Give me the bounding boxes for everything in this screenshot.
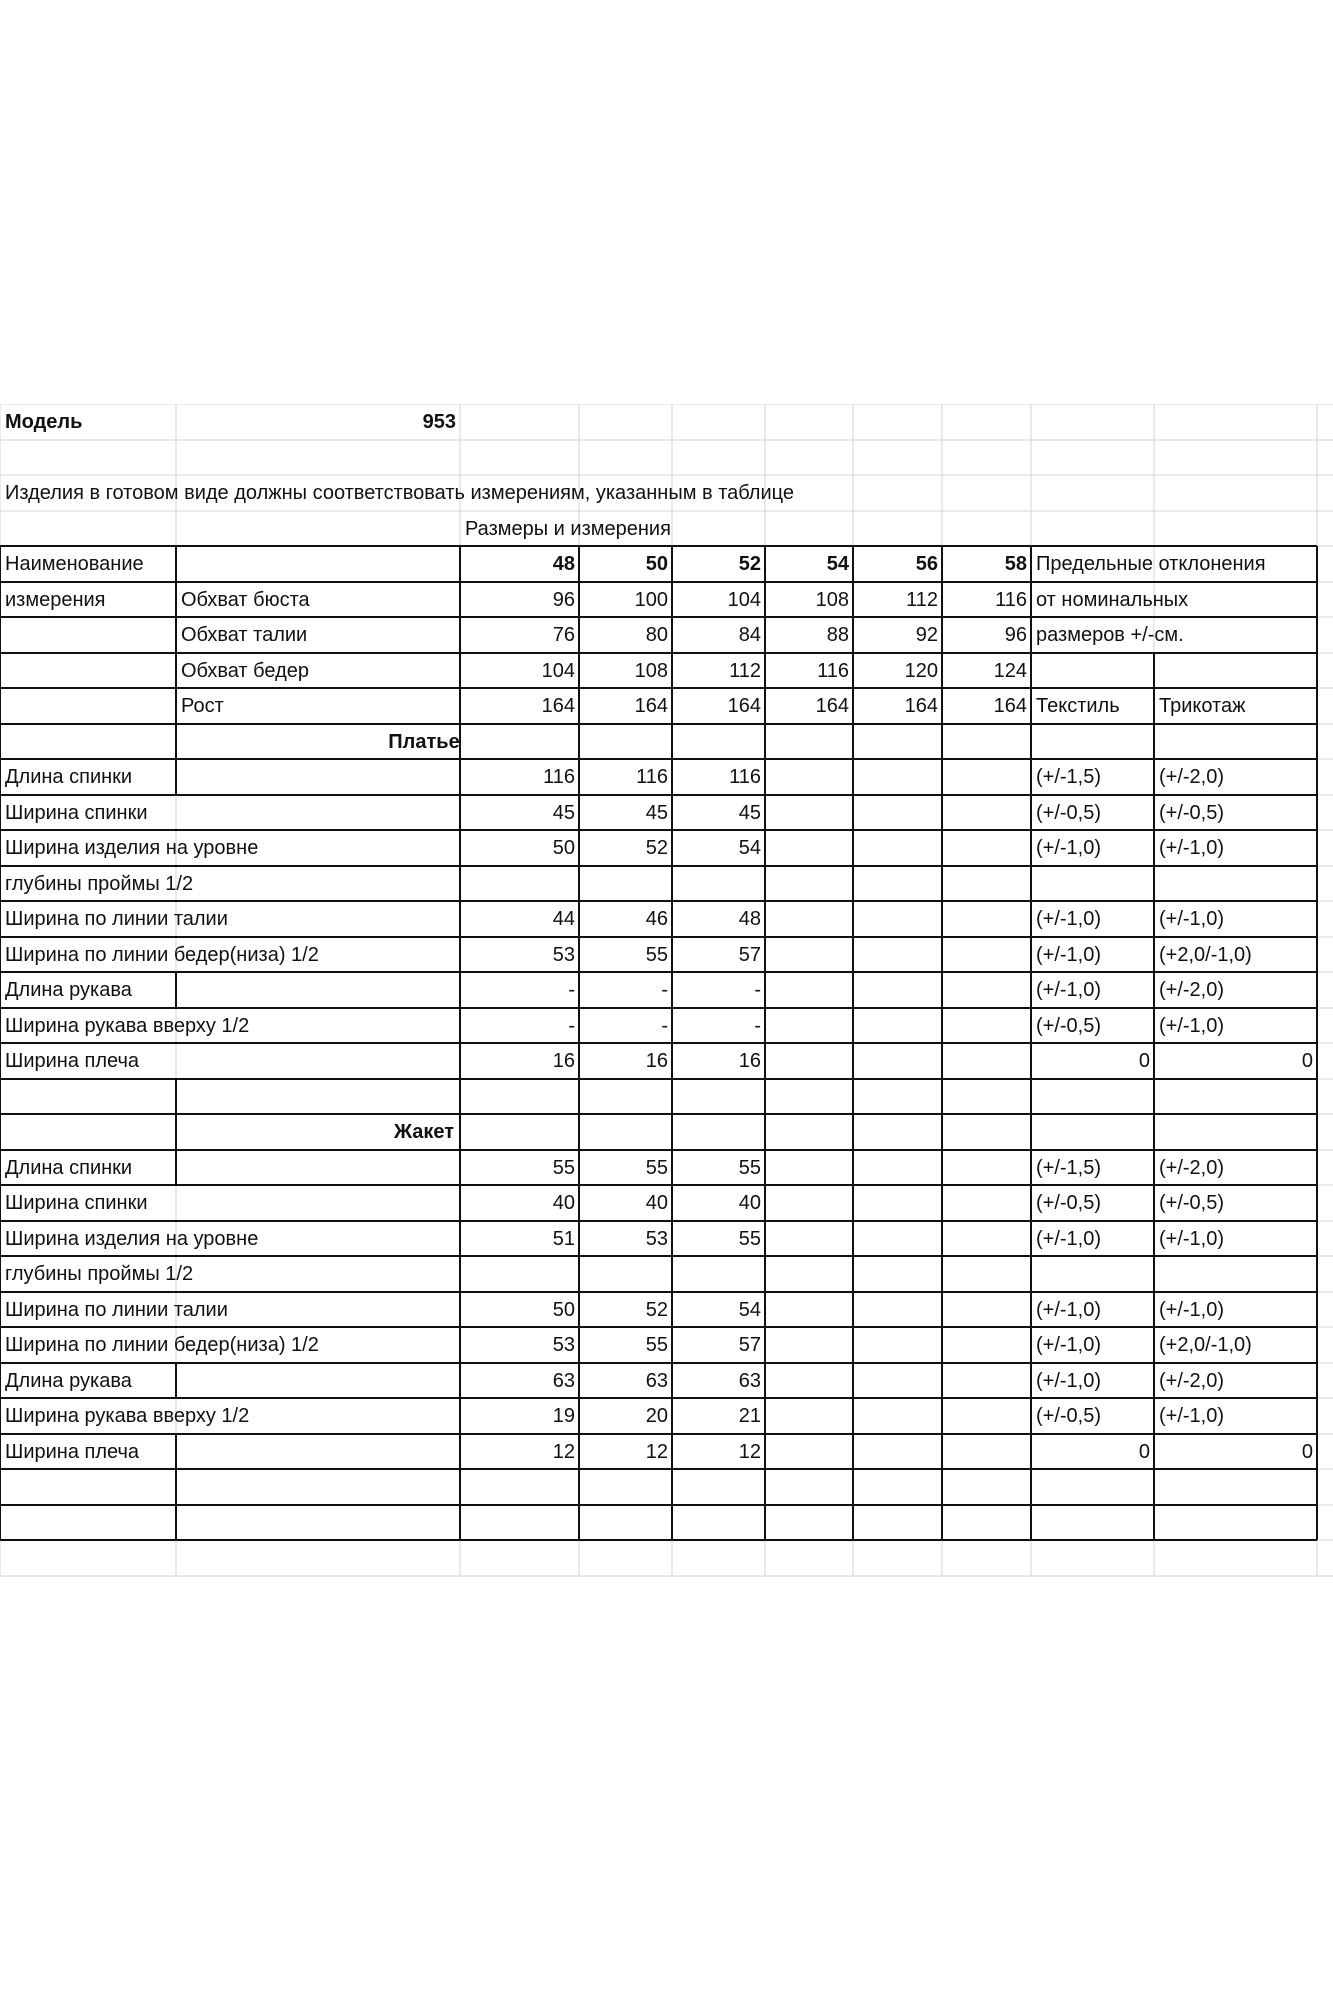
- measurement-value: -: [754, 979, 761, 1001]
- measurement-name: Длина рукава: [5, 1370, 132, 1392]
- measurement-value: 16: [738, 1050, 761, 1072]
- measurement-name: Ширина по линии бедер(низа) 1/2: [5, 944, 319, 966]
- measurement-value: 55: [645, 944, 668, 966]
- measurement-value: 63: [552, 1370, 575, 1392]
- textile-tolerance: (+/-0,5): [1036, 1405, 1102, 1427]
- body-measurement-value: 80: [645, 624, 668, 646]
- body-measurement-value: 96: [1004, 624, 1027, 646]
- measurement-value: 45: [552, 802, 575, 824]
- measurement-value: -: [568, 1015, 575, 1037]
- textile-tolerance: 0: [1138, 1441, 1150, 1463]
- model-number: 953: [422, 411, 456, 433]
- measurement-value: 63: [738, 1370, 761, 1392]
- measurement-value: 52: [645, 837, 668, 859]
- measurement-value: [579, 1256, 672, 1291]
- spreadsheet: [0, 404, 1333, 1600]
- measurement-value: 55: [645, 1334, 668, 1356]
- textile-tolerance: (+/-1,0): [1036, 908, 1102, 930]
- measurement-name: Длина спинки: [5, 766, 133, 788]
- knit-tolerance: (+2,0/-1,0): [1159, 1334, 1252, 1356]
- body-measurement-value: 164: [634, 695, 668, 717]
- measurement-name: Ширина рукава вверху 1/2: [5, 1405, 250, 1427]
- knit-tolerance: (+/-2,0): [1159, 1370, 1225, 1392]
- measurement-value: 55: [738, 1157, 761, 1179]
- body-measurement-value: 96: [552, 589, 575, 611]
- body-measurement-name: Обхват бюста: [181, 589, 310, 611]
- knit-tolerance: 0: [1301, 1050, 1313, 1072]
- measurement-value: 45: [645, 802, 668, 824]
- measurement-value: 55: [645, 1157, 668, 1179]
- measurement-name: Ширина рукава вверху 1/2: [5, 1015, 250, 1037]
- measurement-value: 40: [552, 1192, 575, 1214]
- textile-tolerance: [1031, 1256, 1154, 1291]
- measurement-value: 40: [645, 1192, 668, 1214]
- knit-tolerance: (+/-2,0): [1159, 1157, 1225, 1179]
- knit-tolerance: (+/-1,0): [1159, 1228, 1225, 1250]
- measurement-value: 53: [552, 944, 575, 966]
- measurement-name: Ширина плеча: [5, 1050, 140, 1072]
- body-measurement-value: 100: [634, 589, 668, 611]
- measurement-value: 20: [645, 1405, 668, 1427]
- measurement-value: 40: [738, 1192, 761, 1214]
- measurement-value: 12: [738, 1441, 761, 1463]
- measurement-value: 46: [645, 908, 668, 930]
- measurement-value: [460, 1256, 579, 1291]
- measurement-value: 54: [738, 1299, 761, 1321]
- measurement-value: -: [661, 1015, 668, 1037]
- knit-tolerance: (+/-2,0): [1159, 979, 1225, 1001]
- body-measurement-value: 124: [993, 660, 1027, 682]
- body-measurement-name: Обхват талии: [181, 624, 308, 646]
- body-measurement-value: 88: [826, 624, 849, 646]
- notice-text: Изделия в готовом виде должны соответствовать измерениям, указанным в таблице: [5, 482, 795, 504]
- textile-tolerance: (+/-1,0): [1036, 979, 1102, 1001]
- measurement-value: -: [754, 1015, 761, 1037]
- textile-tolerance: (+/-1,5): [1036, 1157, 1102, 1179]
- measurement-value: -: [568, 979, 575, 1001]
- body-measurement-value: 92: [915, 624, 938, 646]
- size-header: 56: [915, 553, 938, 575]
- knit-tolerance: (+/-2,0): [1159, 766, 1225, 788]
- knit-tolerance: (+2,0/-1,0): [1159, 944, 1252, 966]
- measurement-name: Длина рукава: [5, 979, 132, 1001]
- body-measurement-value: 108: [634, 660, 668, 682]
- textile-tolerance: (+/-1,0): [1036, 837, 1102, 859]
- tolerance-header-line3: размеров +/-см.: [1036, 624, 1184, 646]
- measurement-value: 50: [552, 1299, 575, 1321]
- measurement-value: 48: [738, 908, 761, 930]
- textile-tolerance: (+/-1,0): [1036, 1370, 1102, 1392]
- knit-tolerance: [1154, 1256, 1317, 1291]
- measurement-name: глубины проймы 1/2: [5, 1263, 194, 1285]
- knit-tolerance: (+/-1,0): [1159, 1405, 1225, 1427]
- body-measurement-value: 104: [727, 589, 761, 611]
- measurement-value: -: [661, 979, 668, 1001]
- measurement-name: глубины проймы 1/2: [5, 873, 194, 895]
- measurement-value: 45: [738, 802, 761, 824]
- measurement-value: 16: [645, 1050, 668, 1072]
- body-measurement-value: 116: [817, 660, 849, 682]
- measurement-name: Длина спинки: [5, 1157, 133, 1179]
- body-measurement-value: 120: [904, 660, 938, 682]
- table-title: Размеры и измерения: [465, 518, 671, 540]
- measurement-value: 12: [552, 1441, 575, 1463]
- measurement-name: Ширина спинки: [5, 802, 148, 824]
- measurement-value: 50: [552, 837, 575, 859]
- measurement-value: 116: [729, 766, 761, 788]
- model-label: Модель: [5, 411, 83, 433]
- textile-tolerance: (+/-1,5): [1036, 766, 1102, 788]
- tolerance-header-line1: Предельные отклонения: [1036, 553, 1266, 575]
- knit-header: Трикотаж: [1159, 695, 1246, 717]
- measurement-value: 44: [552, 908, 575, 930]
- body-measurement-value: 84: [738, 624, 761, 646]
- measurement-value: [672, 1256, 765, 1291]
- header-name-line1: Наименование: [5, 553, 144, 575]
- knit-tolerance: (+/-0,5): [1159, 1192, 1225, 1214]
- body-measurement-value: 104: [541, 660, 575, 682]
- measurement-name: Ширина по линии талии: [5, 908, 228, 930]
- textile-tolerance: (+/-1,0): [1036, 1334, 1102, 1356]
- measurement-value: 16: [552, 1050, 575, 1072]
- tolerance-header-line2: от номинальных: [1036, 589, 1189, 611]
- textile-tolerance: [1031, 866, 1154, 901]
- body-measurement-value: 112: [729, 660, 761, 682]
- body-measurement-value: 76: [552, 624, 575, 646]
- header-name-line2: измерения: [5, 589, 106, 611]
- measurement-value: [579, 866, 672, 901]
- textile-tolerance: 0: [1138, 1050, 1150, 1072]
- measurement-value: 53: [552, 1334, 575, 1356]
- measurement-value: 12: [645, 1441, 668, 1463]
- measurement-value: 53: [645, 1228, 668, 1250]
- knit-tolerance: 0: [1301, 1441, 1313, 1463]
- textile-tolerance: (+/-1,0): [1036, 1299, 1102, 1321]
- body-measurement-value: 164: [541, 695, 575, 717]
- measurement-value: 21: [738, 1405, 761, 1427]
- body-measurement-value: 108: [815, 589, 849, 611]
- measurement-value: [460, 866, 579, 901]
- size-header: 58: [1004, 553, 1027, 575]
- measurement-value: 54: [738, 837, 761, 859]
- knit-tolerance: (+/-1,0): [1159, 1015, 1225, 1037]
- section-title: Жакет: [393, 1121, 455, 1143]
- textile-tolerance: (+/-0,5): [1036, 1192, 1102, 1214]
- body-measurement-value: 164: [904, 695, 938, 717]
- section-title: Платье: [388, 731, 460, 753]
- measurement-value: [672, 866, 765, 901]
- knit-tolerance: [1154, 866, 1317, 901]
- measurement-name: Ширина по линии бедер(низа) 1/2: [5, 1334, 319, 1356]
- measurement-name: Ширина изделия на уровне: [5, 837, 259, 859]
- measurement-value: 19: [552, 1405, 575, 1427]
- measurement-value: 116: [636, 766, 668, 788]
- knit-tolerance: (+/-1,0): [1159, 837, 1225, 859]
- measurement-value: 55: [552, 1157, 575, 1179]
- measurement-name: Ширина изделия на уровне: [5, 1228, 259, 1250]
- measurement-value: 116: [543, 766, 575, 788]
- knit-tolerance: (+/-1,0): [1159, 1299, 1225, 1321]
- measurement-value: 57: [738, 1334, 761, 1356]
- measurement-value: 63: [645, 1370, 668, 1392]
- size-header: 48: [552, 553, 575, 575]
- body-measurement-value: 116: [995, 589, 1027, 611]
- body-measurement-name: Рост: [181, 695, 224, 717]
- measurement-value: 52: [645, 1299, 668, 1321]
- textile-header: Текстиль: [1036, 695, 1120, 717]
- size-header: 52: [738, 553, 761, 575]
- textile-tolerance: (+/-0,5): [1036, 1015, 1102, 1037]
- size-header: 50: [645, 553, 668, 575]
- textile-tolerance: (+/-0,5): [1036, 802, 1102, 824]
- textile-tolerance: (+/-1,0): [1036, 1228, 1102, 1250]
- body-measurement-value: 164: [727, 695, 761, 717]
- size-header: 54: [826, 553, 849, 575]
- body-measurement-value: 164: [815, 695, 849, 717]
- measurement-name: Ширина плеча: [5, 1441, 140, 1463]
- knit-tolerance: (+/-0,5): [1159, 802, 1225, 824]
- body-measurement-name: Обхват бедер: [181, 660, 309, 682]
- textile-tolerance: (+/-1,0): [1036, 944, 1102, 966]
- measurement-value: 57: [738, 944, 761, 966]
- body-measurement-value: 112: [906, 589, 938, 611]
- body-measurement-value: 164: [993, 695, 1027, 717]
- measurement-value: 55: [738, 1228, 761, 1250]
- measurement-value: 51: [552, 1228, 575, 1250]
- knit-tolerance: (+/-1,0): [1159, 908, 1225, 930]
- measurement-name: Ширина по линии талии: [5, 1299, 228, 1321]
- measurement-name: Ширина спинки: [5, 1192, 148, 1214]
